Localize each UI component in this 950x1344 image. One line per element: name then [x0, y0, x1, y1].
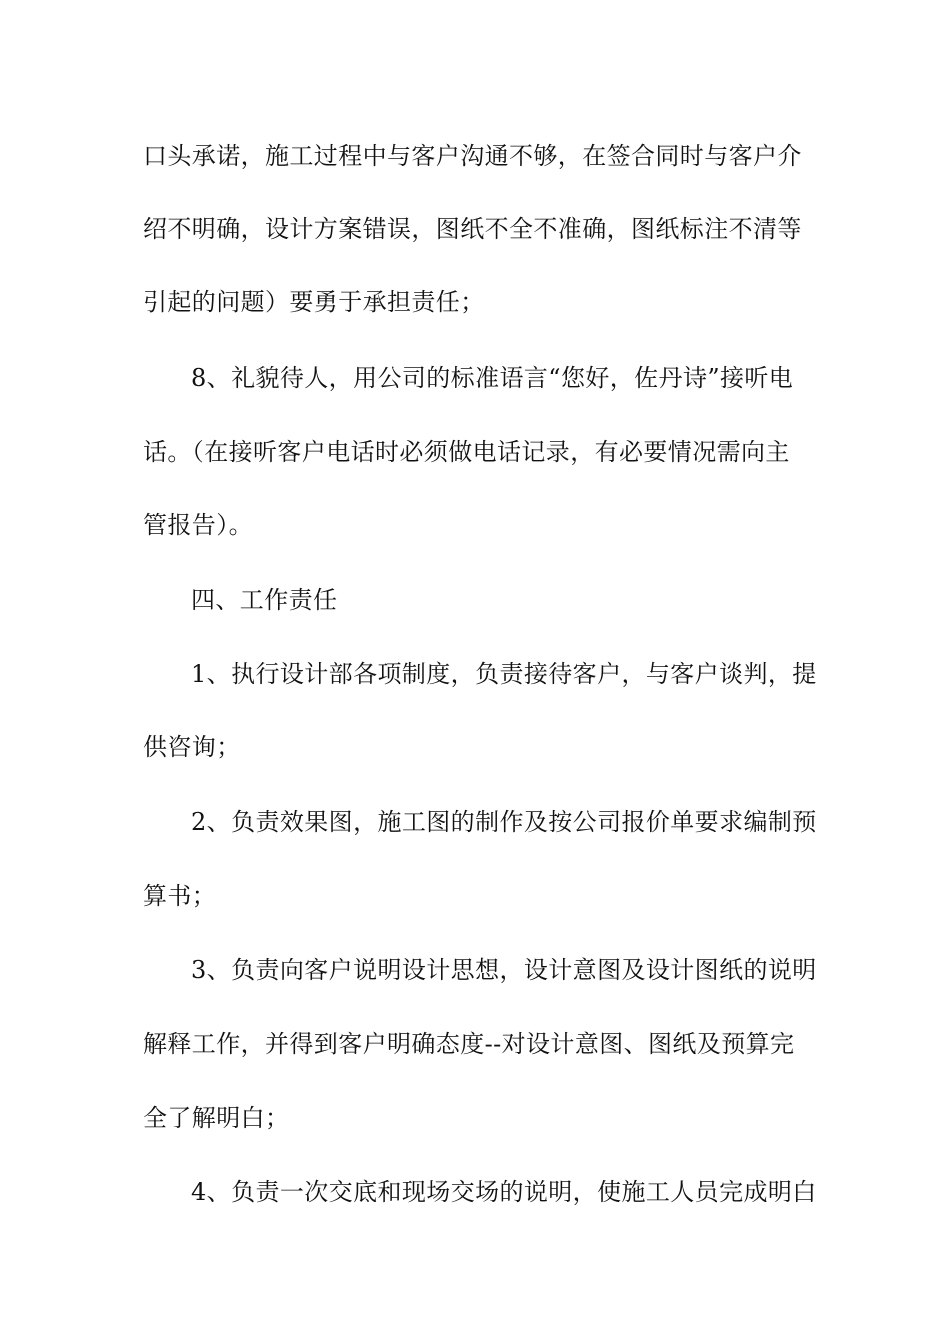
text-line-6: 管报告）。	[143, 511, 253, 539]
text-line-13: 解释工作，并得到客户明确态度--对设计意图、图纸及预算完	[143, 1030, 795, 1058]
text-line-11: 算书；	[143, 882, 217, 910]
text-line-2: 绍不明确，设计方案错误，图纸不全不准确，图纸标注不清等	[143, 215, 802, 243]
text-line-12: 3、负责向客户说明设计思想，设计意图及设计图纸的说明	[191, 956, 817, 984]
text-line-4: 8、礼貌待人，用公司的标准语言“您好，佐丹诗”接听电	[191, 364, 794, 392]
text-line-8: 1、执行设计部各项制度，负责接待客户，与客户谈判，提	[191, 660, 817, 688]
text-line-14: 全了解明白；	[143, 1104, 290, 1132]
text-line-9: 供咨询；	[143, 733, 241, 761]
text-line-5: 话。（在接听客户电话时必须做电话记录，有必要情况需向主	[143, 438, 790, 466]
text-line-15: 4、负责一次交底和现场交场的说明，使施工人员完成明白	[191, 1178, 817, 1206]
text-line-1: 口头承诺，施工过程中与客户沟通不够，在签合同时与客户介	[143, 142, 802, 170]
text-line-3: 引起的问题）要勇于承担责任；	[143, 288, 485, 316]
text-line-10: 2、负责效果图，施工图的制作及按公司报价单要求编制预	[191, 808, 817, 836]
section-heading: 四、工作责任	[191, 586, 338, 614]
